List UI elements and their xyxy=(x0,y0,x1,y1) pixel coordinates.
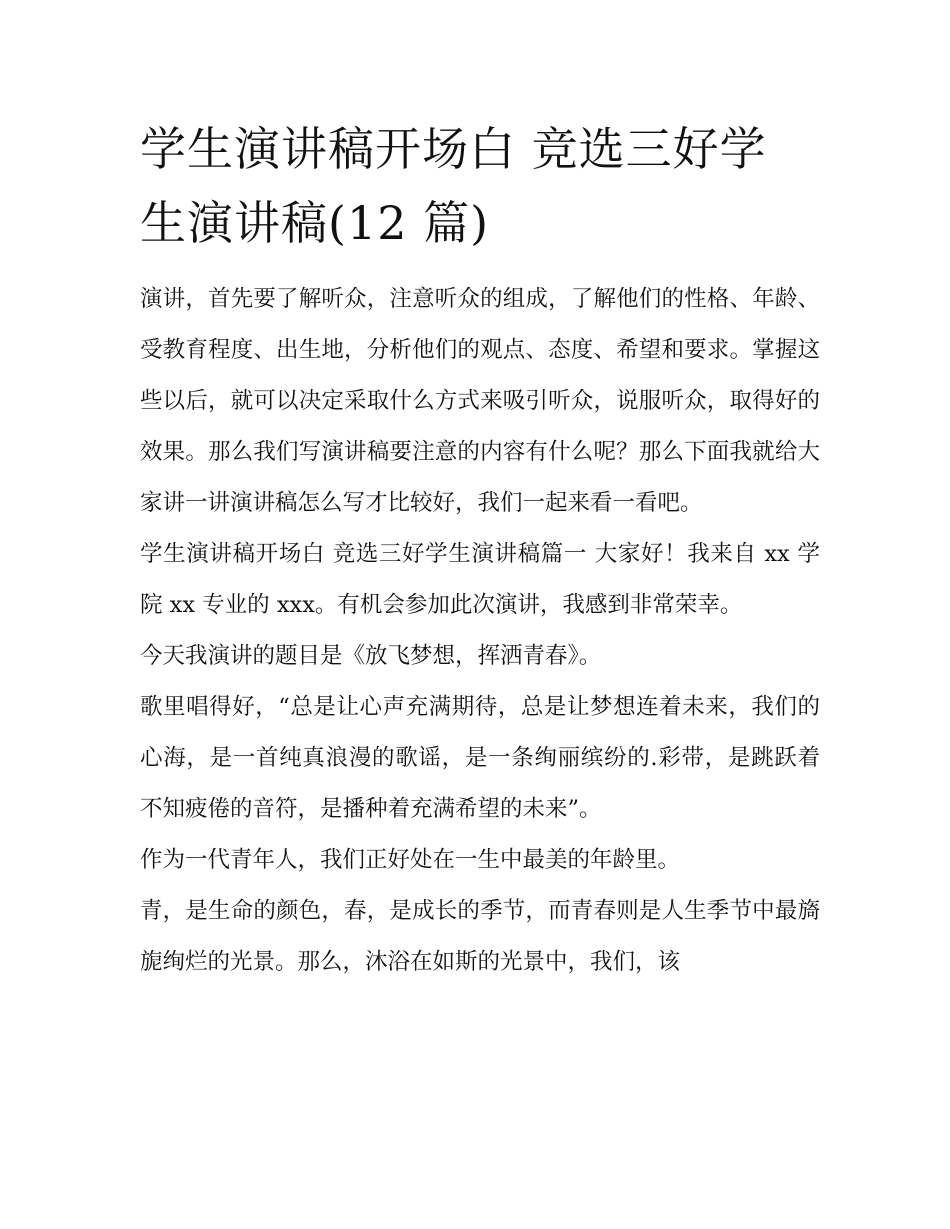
paragraph-youth: 作为一代青年人，我们正好处在一生中最美的年龄里。 xyxy=(140,847,681,873)
title-line-2: 生演讲稿(12 篇) xyxy=(140,196,490,250)
paragraph-intro: 演讲，首先要了解听众，注意听众的组成，了解他们的性格、年龄、受教育程度、出生地，分析他们的观点、态度、希望和要求。掌握这些以后，就可以决定采取什么方式来吸引听众，说服听众，取得好的效果。那么我们写演讲稿要注意的内容有什么呢？那么下面我就给大家讲一讲演讲稿怎么写才比较好，我们一起来看一看吧。 xyxy=(140,286,820,516)
paragraph-song-quote: 歌里唱得好，“总是让心声充满期待，总是让梦想连着未来，我们的心海，是一首纯真浪漫的歌谣，是一条绚丽缤纷的.彩带，是跳跃着不知疲倦的音符，是播种着充满希望的未来”。 xyxy=(140,694,820,822)
paragraph-greeting: 学生演讲稿开场白 竞选三好学生演讲稿篇一 大家好！我来自 xx 学院 xx 专业的 xxx。有机会参加此次演讲，我感到非常荣幸。 xyxy=(140,541,820,618)
paragraph-topic: 今天我演讲的题目是《放飞梦想，挥洒青春》。 xyxy=(140,643,602,669)
title-line-1: 学生演讲稿开场白 竞选三好学 xyxy=(140,122,767,176)
document-title xyxy=(140,112,820,260)
document-body xyxy=(140,112,820,988)
paragraph-spring: 青，是生命的颜色，春，是成长的季节，而青春则是人生季节中最旖旎绚烂的光景。那么，沐浴在如斯的光景中，我们，该 xyxy=(140,898,820,975)
